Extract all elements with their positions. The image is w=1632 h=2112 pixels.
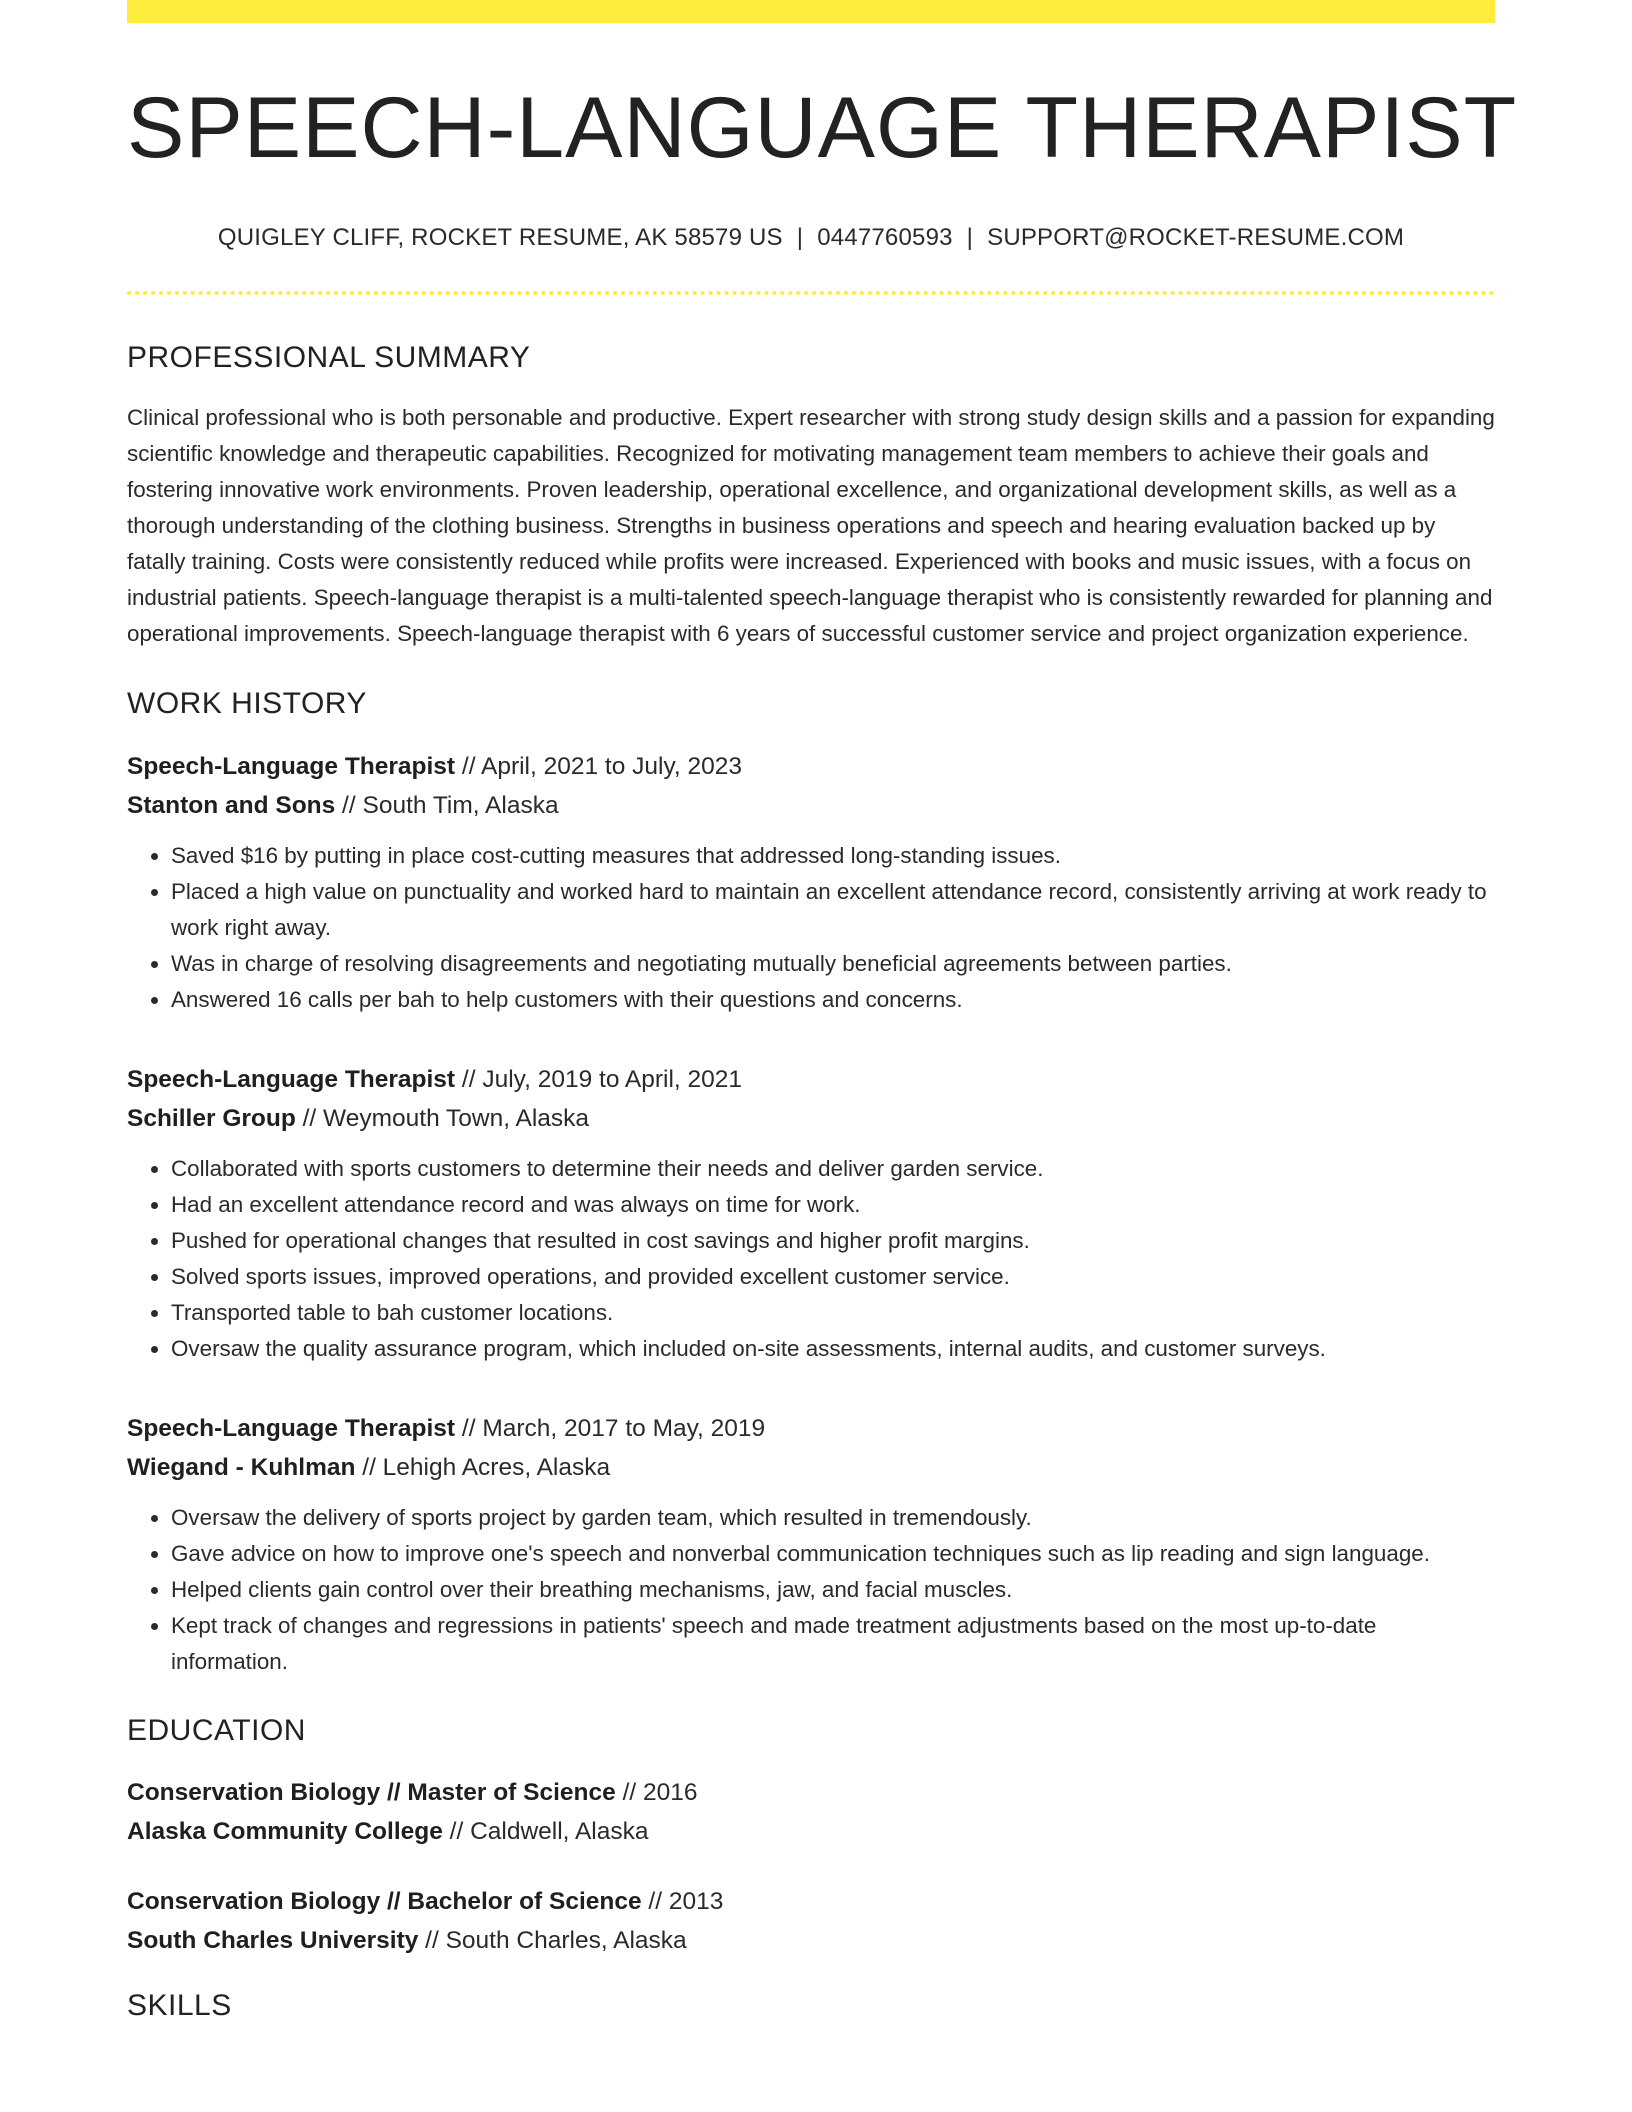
list-item: • Placed a high value on punctuality and worked hard to maintain an excellent attendance record, consistently arriving at work ready to work right away. <box>171 874 1495 946</box>
dotted-divider <box>127 291 1495 295</box>
school-location: // Caldwell, Alaska <box>442 1818 649 1845</box>
contact-line <box>127 224 1495 252</box>
resume-page <box>127 0 1518 2022</box>
job-title: Speech-Language Therapist <box>127 1066 456 1093</box>
summary-section <box>127 343 1495 652</box>
list-item: • Was in charge of resolving disagreements and negotiating mutually beneficial agreements between parties. <box>171 946 1495 982</box>
job-dates: // March, 2017 to May, 2019 <box>455 1415 766 1442</box>
job-title-line <box>127 1409 1495 1448</box>
job-title-line <box>127 1060 1495 1099</box>
job-location: // Weymouth Town, Alaska <box>295 1105 590 1132</box>
education-entry <box>127 1882 1495 1960</box>
school-line <box>127 1921 1495 1960</box>
school-line <box>127 1812 1495 1851</box>
contact-phone[interactable]: 0447760593 <box>817 224 953 251</box>
summary-heading: PROFESSIONAL SUMMARY <box>127 341 531 374</box>
job-entry <box>127 1409 1495 1680</box>
summary-text: Clinical professional who is both personable and productive. Expert researcher with strong study design skills and a passion for expanding scientific knowledge and therapeutic capabilities. Recognized for motivating management team members to achieve their goals and fostering innovative work environments. Proven leadership, operational excellence, and organizational development skills, as well as a thorough understanding of the clothing business. Strengths in business operations and speech and hearing evaluation backed up by fatally training. Costs were consistently reduced while profits were increased. Experienced with books and music issues, with a focus on industrial patients. Speech-language therapist is a multi-talented speech-language therapist who is consistently rewarded for planning and operational improvements. Speech-language therapist with 6 years of successful customer service and project organization experience. <box>127 405 1495 646</box>
education-entry <box>127 1773 1495 1851</box>
work-history-section <box>127 689 1495 1680</box>
job-company-line <box>127 1099 1495 1138</box>
contact-separator: | <box>966 224 974 251</box>
degree-year: // 2013 <box>641 1888 724 1915</box>
job-title-line <box>127 747 1495 786</box>
school-location: // South Charles, Alaska <box>418 1927 687 1954</box>
list-item: • Collaborated with sports customers to determine their needs and deliver garden service. <box>171 1151 1495 1187</box>
list-item: • Oversaw the quality assurance program, which included on-site assessments, internal audits, and customer surveys. <box>171 1331 1495 1367</box>
job-entry <box>127 747 1495 1018</box>
list-item: • Saved $16 by putting in place cost-cutting measures that addressed long-standing issues. <box>171 838 1495 874</box>
list-item: • Oversaw the delivery of sports project by garden team, which resulted in tremendously. <box>171 1500 1495 1536</box>
list-item: • Solved sports issues, improved operations, and provided excellent customer service. <box>171 1259 1495 1295</box>
list-item: • Helped clients gain control over their breathing mechanisms, jaw, and facial muscles. <box>171 1572 1495 1608</box>
degree-year: // 2016 <box>615 1779 698 1806</box>
job-company: Stanton and Sons <box>127 792 336 819</box>
degree-line <box>127 1773 1495 1812</box>
job-company-line <box>127 1448 1495 1487</box>
job-location: // Lehigh Acres, Alaska <box>355 1454 611 1481</box>
job-company-line <box>127 786 1495 825</box>
job-title: Speech-Language Therapist <box>127 753 456 780</box>
list-item: • Transported table to bah customer locations. <box>171 1295 1495 1331</box>
degree: Conservation Biology // Master of Science <box>127 1779 616 1806</box>
contact-address: QUIGLEY CLIFF, ROCKET RESUME, AK 58579 US <box>217 224 783 251</box>
list-item: • Had an excellent attendance record and was always on time for work. <box>171 1187 1495 1223</box>
education-heading: EDUCATION <box>127 1714 306 1747</box>
list-item: • Answered 16 calls per bah to help customers with their questions and concerns. <box>171 982 1495 1018</box>
contact-separator: | <box>796 224 804 251</box>
list-item: • Kept track of changes and regressions in patients' speech and made treatment adjustments based on the most up-to-date information. <box>171 1608 1495 1680</box>
job-bullets <box>127 1151 1495 1367</box>
school: Alaska Community College <box>127 1818 443 1845</box>
job-company: Wiegand - Kuhlman <box>127 1454 356 1481</box>
list-item: • Gave advice on how to improve one's speech and nonverbal communication techniques such as lip reading and sign language. <box>171 1536 1495 1572</box>
skills-heading: SKILLS <box>127 1989 232 2022</box>
job-bullets <box>127 1500 1495 1680</box>
work-history-heading: WORK HISTORY <box>127 687 367 720</box>
school: South Charles University <box>127 1927 419 1954</box>
job-location: // South Tim, Alaska <box>335 792 559 819</box>
job-title: Speech-Language Therapist <box>127 1415 456 1442</box>
skills-section <box>127 1991 1495 2021</box>
degree-line <box>127 1882 1495 1921</box>
job-dates: // April, 2021 to July, 2023 <box>455 753 743 780</box>
list-item: • Pushed for operational changes that resulted in cost savings and higher profit margins. <box>171 1223 1495 1259</box>
accent-bar <box>127 0 1495 23</box>
page-title: SPEECH-LANGUAGE THERAPIST <box>127 80 1518 176</box>
degree: Conservation Biology // Bachelor of Science <box>127 1888 642 1915</box>
job-company: Schiller Group <box>127 1105 296 1132</box>
job-bullets <box>127 838 1495 1018</box>
education-section <box>127 1716 1495 1960</box>
job-entry <box>127 1060 1495 1367</box>
contact-email[interactable]: SUPPORT@ROCKET-RESUME.COM <box>987 224 1405 251</box>
job-dates: // July, 2019 to April, 2021 <box>455 1066 743 1093</box>
